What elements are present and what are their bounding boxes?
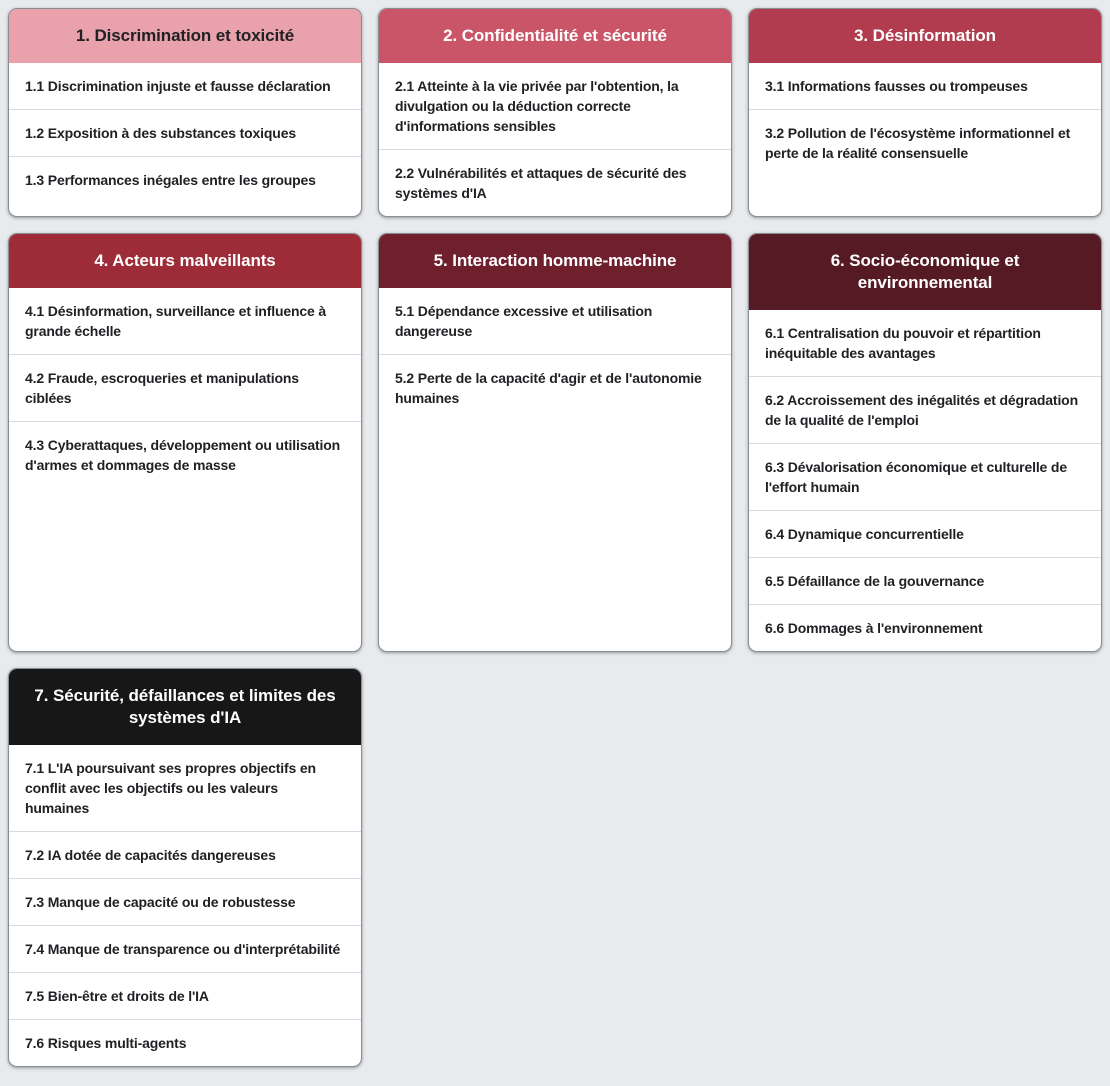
risk-item: 6.1 Centralisation du pouvoir et répartition inéquitable des avantages [765,325,1041,361]
risk-item: 2.2 Vulnérabilités et attaques de sécurité des systèmes d'IA [379,149,731,216]
risk-item: 1.1 Discrimination injuste et fausse déclaration [25,78,331,94]
card-securite-defaillances-limites [8,668,362,1067]
card-item-list [9,63,361,203]
risk-item: 4.1 Désinformation, surveillance et influence à grande échelle [25,303,327,339]
risk-item: 6.5 Défaillance de la gouvernance [749,557,1101,604]
risk-item: 3.1 Informations fausses ou trompeuses [765,78,1028,94]
risk-item: 7.6 Risques multi-agents [9,1019,361,1066]
risk-item: 2.1 Atteinte à la vie privée par l'obtention, la divulgation ou la déduction correcte d'informations sensibles [395,78,679,134]
card-header: 3. Désinformation [749,9,1101,63]
card-discrimination-toxicite [8,8,362,217]
risk-item: 7.4 Manque de transparence ou d'interprétabilité [9,925,361,972]
risk-item: 7.3 Manque de capacité ou de robustesse [9,878,361,925]
card-desinformation [748,8,1102,217]
card-item-list [9,745,361,1066]
risk-item: 7.1 L'IA poursuivant ses propres objectifs en conflit avec les objectifs ou les valeurs humaines [25,760,316,816]
risk-item: 1.3 Performances inégales entre les groupes [9,156,361,203]
risk-item: 6.6 Dommages à l'environnement [749,604,1101,651]
card-item-list [9,288,361,488]
risk-taxonomy-grid [8,8,1102,1067]
card-item-list [379,288,731,421]
card-item-list [379,63,731,216]
card-socio-economique-environnemental [748,233,1102,652]
card-header: 4. Acteurs malveillants [9,234,361,288]
card-item-list [749,310,1101,651]
risk-item: 4.3 Cyberattaques, développement ou utilisation d'armes et dommages de masse [9,421,361,488]
risk-item: 4.2 Fraude, escroqueries et manipulations ciblées [9,354,361,421]
risk-item: 7.2 IA dotée de capacités dangereuses [9,831,361,878]
card-header: 2. Confidentialité et sécurité [379,9,731,63]
card-header: 5. Interaction homme-machine [379,234,731,288]
card-item-list [749,63,1101,176]
risk-item: 6.2 Accroissement des inégalités et dégradation de la qualité de l'emploi [749,376,1101,443]
risk-item: 5.1 Dépendance excessive et utilisation dangereuse [395,303,653,339]
risk-item: 6.4 Dynamique concurrentielle [749,510,1101,557]
card-header: 1. Discrimination et toxicité [9,9,361,63]
risk-item: 5.2 Perte de la capacité d'agir et de l'autonomie humaines [379,354,731,421]
card-header: 7. Sécurité, défaillances et limites des systèmes d'IA [9,669,361,745]
card-acteurs-malveillants [8,233,362,652]
risk-item: 7.5 Bien-être et droits de l'IA [9,972,361,1019]
card-header: 6. Socio-économique et environnemental [749,234,1101,310]
risk-item: 1.2 Exposition à des substances toxiques [9,109,361,156]
risk-item: 3.2 Pollution de l'écosystème informationnel et perte de la réalité consensuelle [749,109,1101,176]
risk-item: 6.3 Dévalorisation économique et culturelle de l'effort humain [749,443,1101,510]
card-interaction-homme-machine [378,233,732,652]
card-confidentialite-securite [378,8,732,217]
